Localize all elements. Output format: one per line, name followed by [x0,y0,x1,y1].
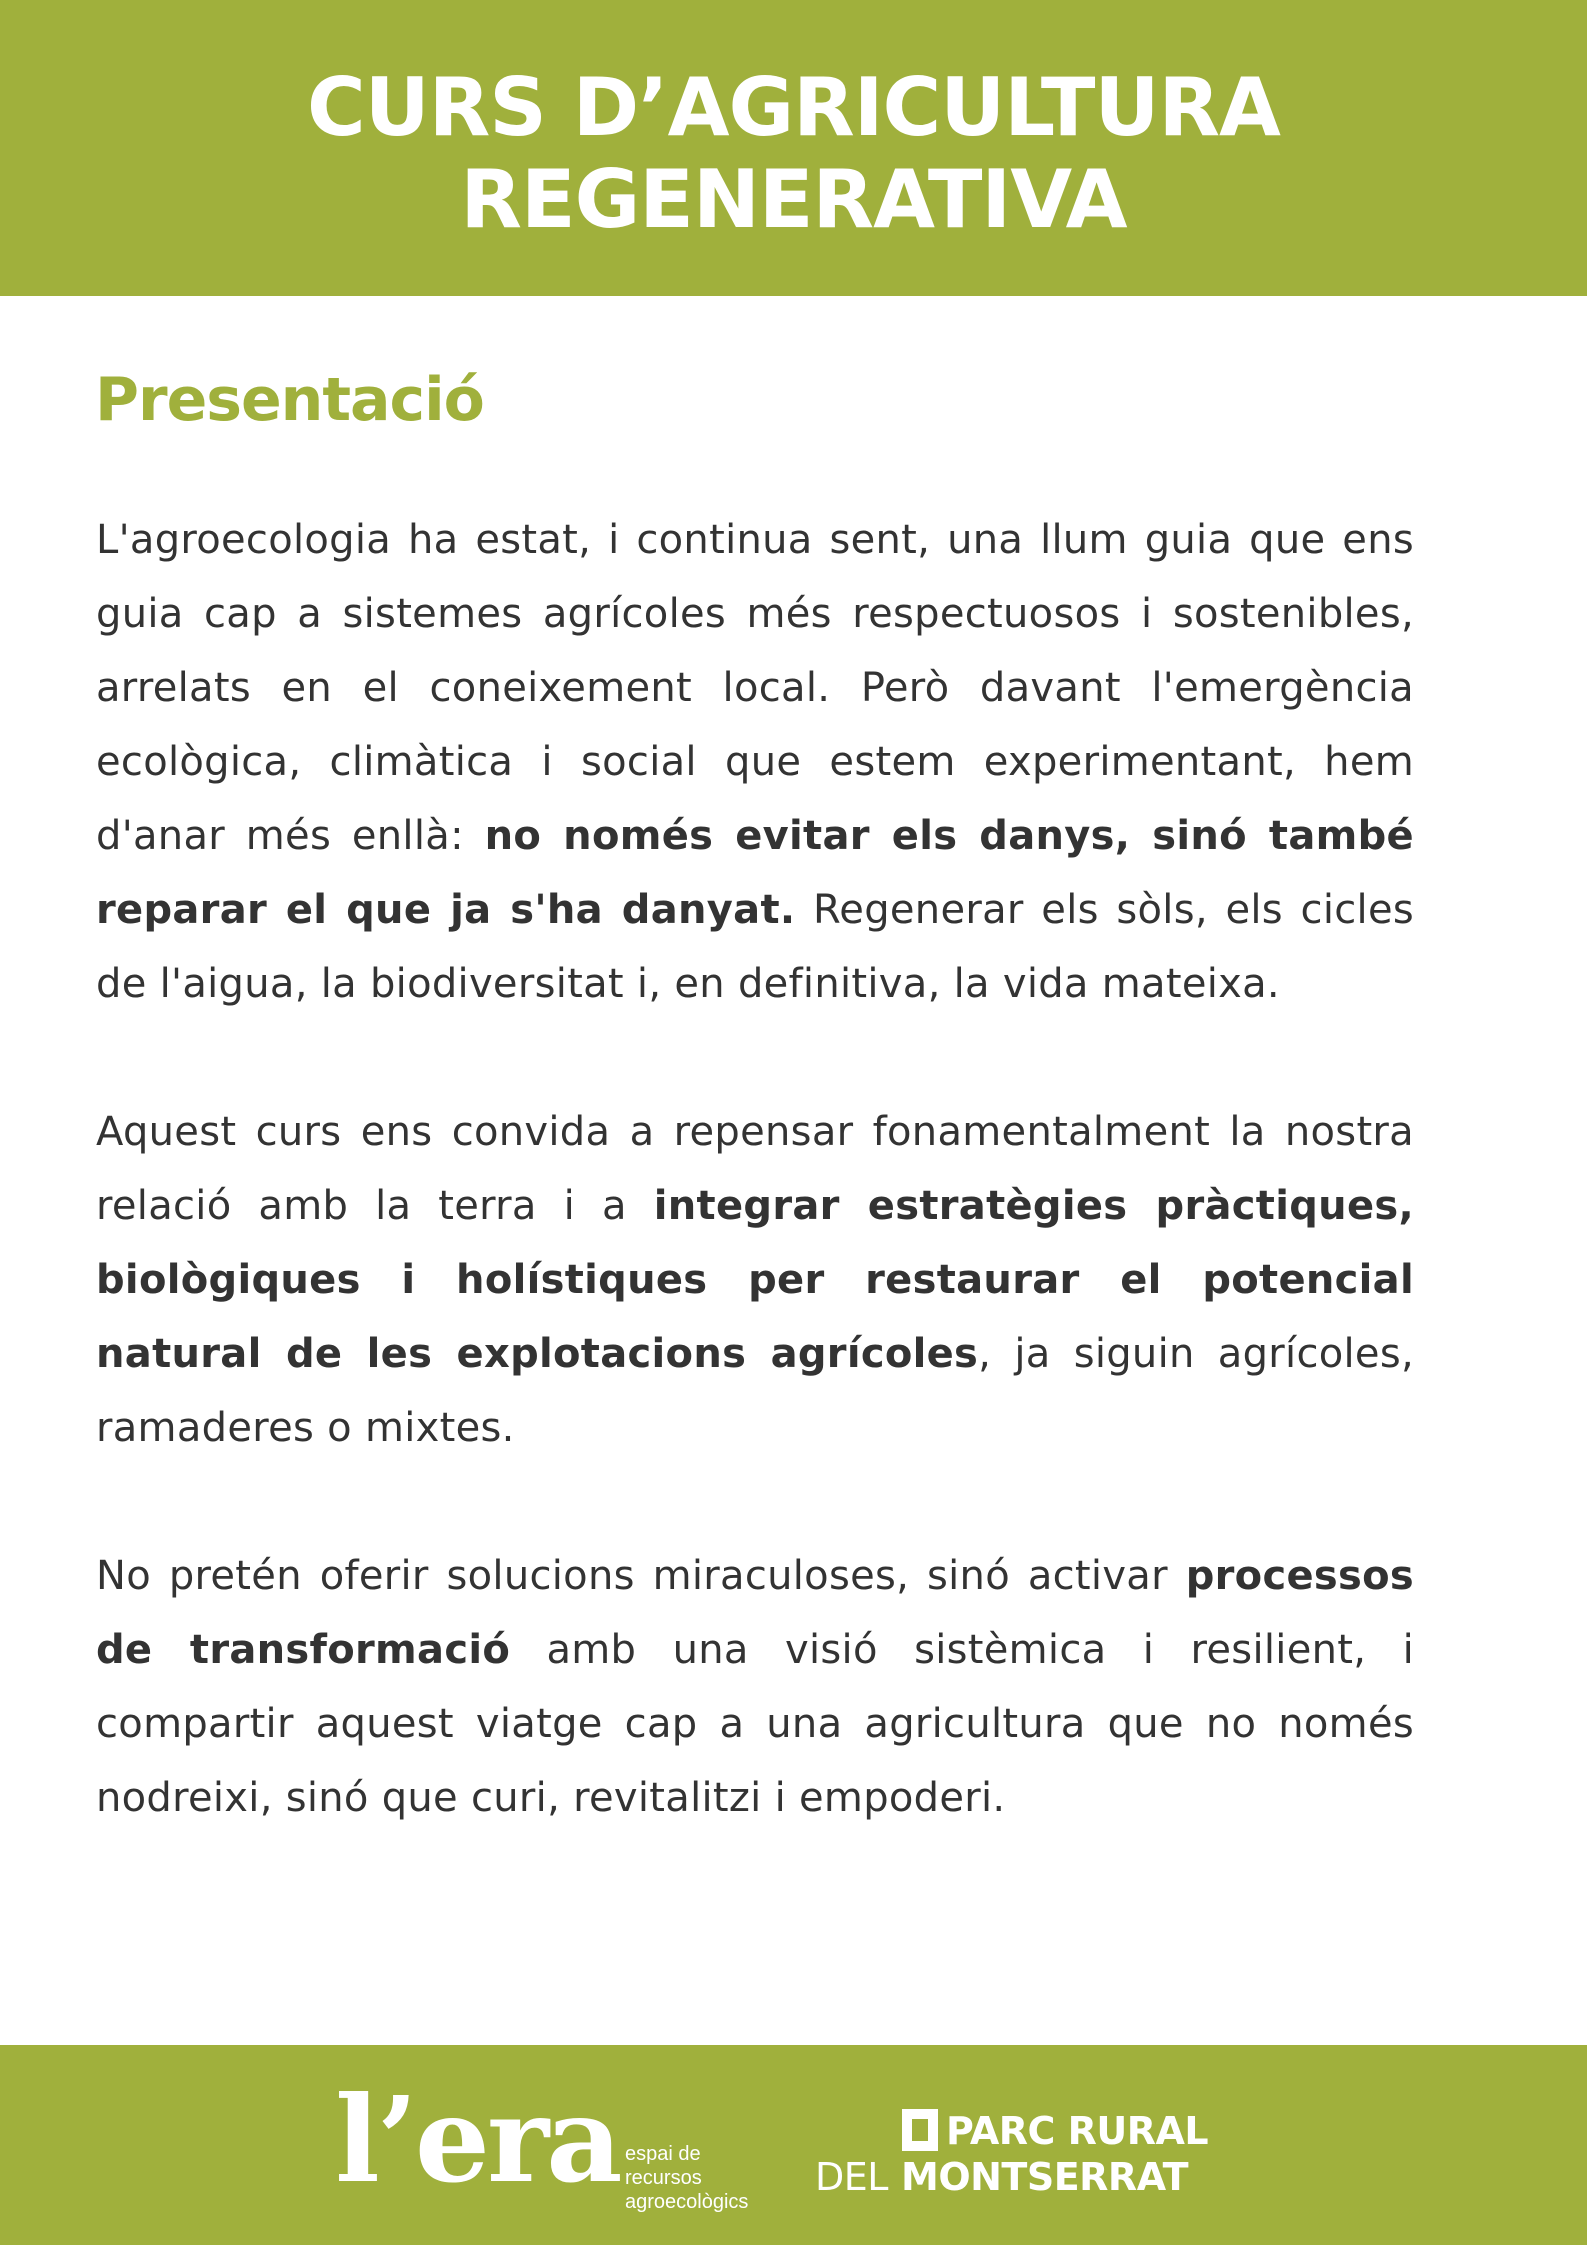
page-title-line-1: CURS D’AGRICULTURA [307,61,1280,154]
lera-tagline-line: agroecològics [625,2191,749,2213]
paragraph-emphasis: no només evitar els danys, sinó també reparar el que ja s'ha danyat. [96,813,1414,933]
parc-rural-del: DEL [815,2155,888,2199]
paragraph [96,503,1414,1021]
page-title-line-2: REGENERATIVA [460,153,1127,246]
footer-banner [0,2045,1587,2245]
lera-tagline [625,2142,748,2214]
parc-rural-logo [815,2107,1245,2207]
lera-tagline-line: recursos [625,2167,702,2189]
paragraph-text: , ja siguin agrícoles, ramaderes o mixtes. [96,1331,1414,1451]
paragraph-text: L'agroecologia ha estat, i continua sent, una llum guia que ens guia cap a sistemes agrícoles més respectuosos i sostenibles, arrelats en el coneixement local. Però davant l'emergència ecològica, climàtica i social que estem experimentant, hem d'anar més enllà: [96,517,1414,859]
section-title: Presentació [95,365,484,435]
lera-wordmark: l’era [335,2070,620,2209]
paragraph [96,1095,1414,1465]
paragraph-emphasis: processos de transformació [96,1553,1414,1673]
paragraph-text: Aquest curs ens convida a repensar fonamentalment la nostra relació amb la terra i a [96,1109,1414,1229]
parc-rural-line-2: MONTSERRAT [901,2155,1189,2199]
lera-tagline-line: espai de [625,2143,701,2165]
paragraph [96,1539,1414,1835]
paragraph-emphasis: integrar estratègies pràctiques, biològiques i holístiques per restaurar el potencial natural de les explotacions agrícoles [96,1183,1414,1377]
paragraph-text: No pretén oferir solucions miraculoses, sinó activar [96,1553,1186,1599]
page-title [0,62,1587,246]
paragraph-text: Regenerar els sòls, els cicles de l'aigua, la biodiversitat i, en definitiva, la vida mateixa. [96,887,1415,1007]
parc-rural-line-1: PARC RURAL [946,2109,1209,2153]
header-banner [0,0,1587,296]
paragraph-text: amb una visió sistèmica i resilient, i compartir aquest viatge cap a una agricultura que no només nodreixi, sinó que curi, revitalitzi i empoderi. [96,1627,1415,1821]
presentation-body [96,503,1414,1909]
parc-rural-icon [900,2107,940,2153]
